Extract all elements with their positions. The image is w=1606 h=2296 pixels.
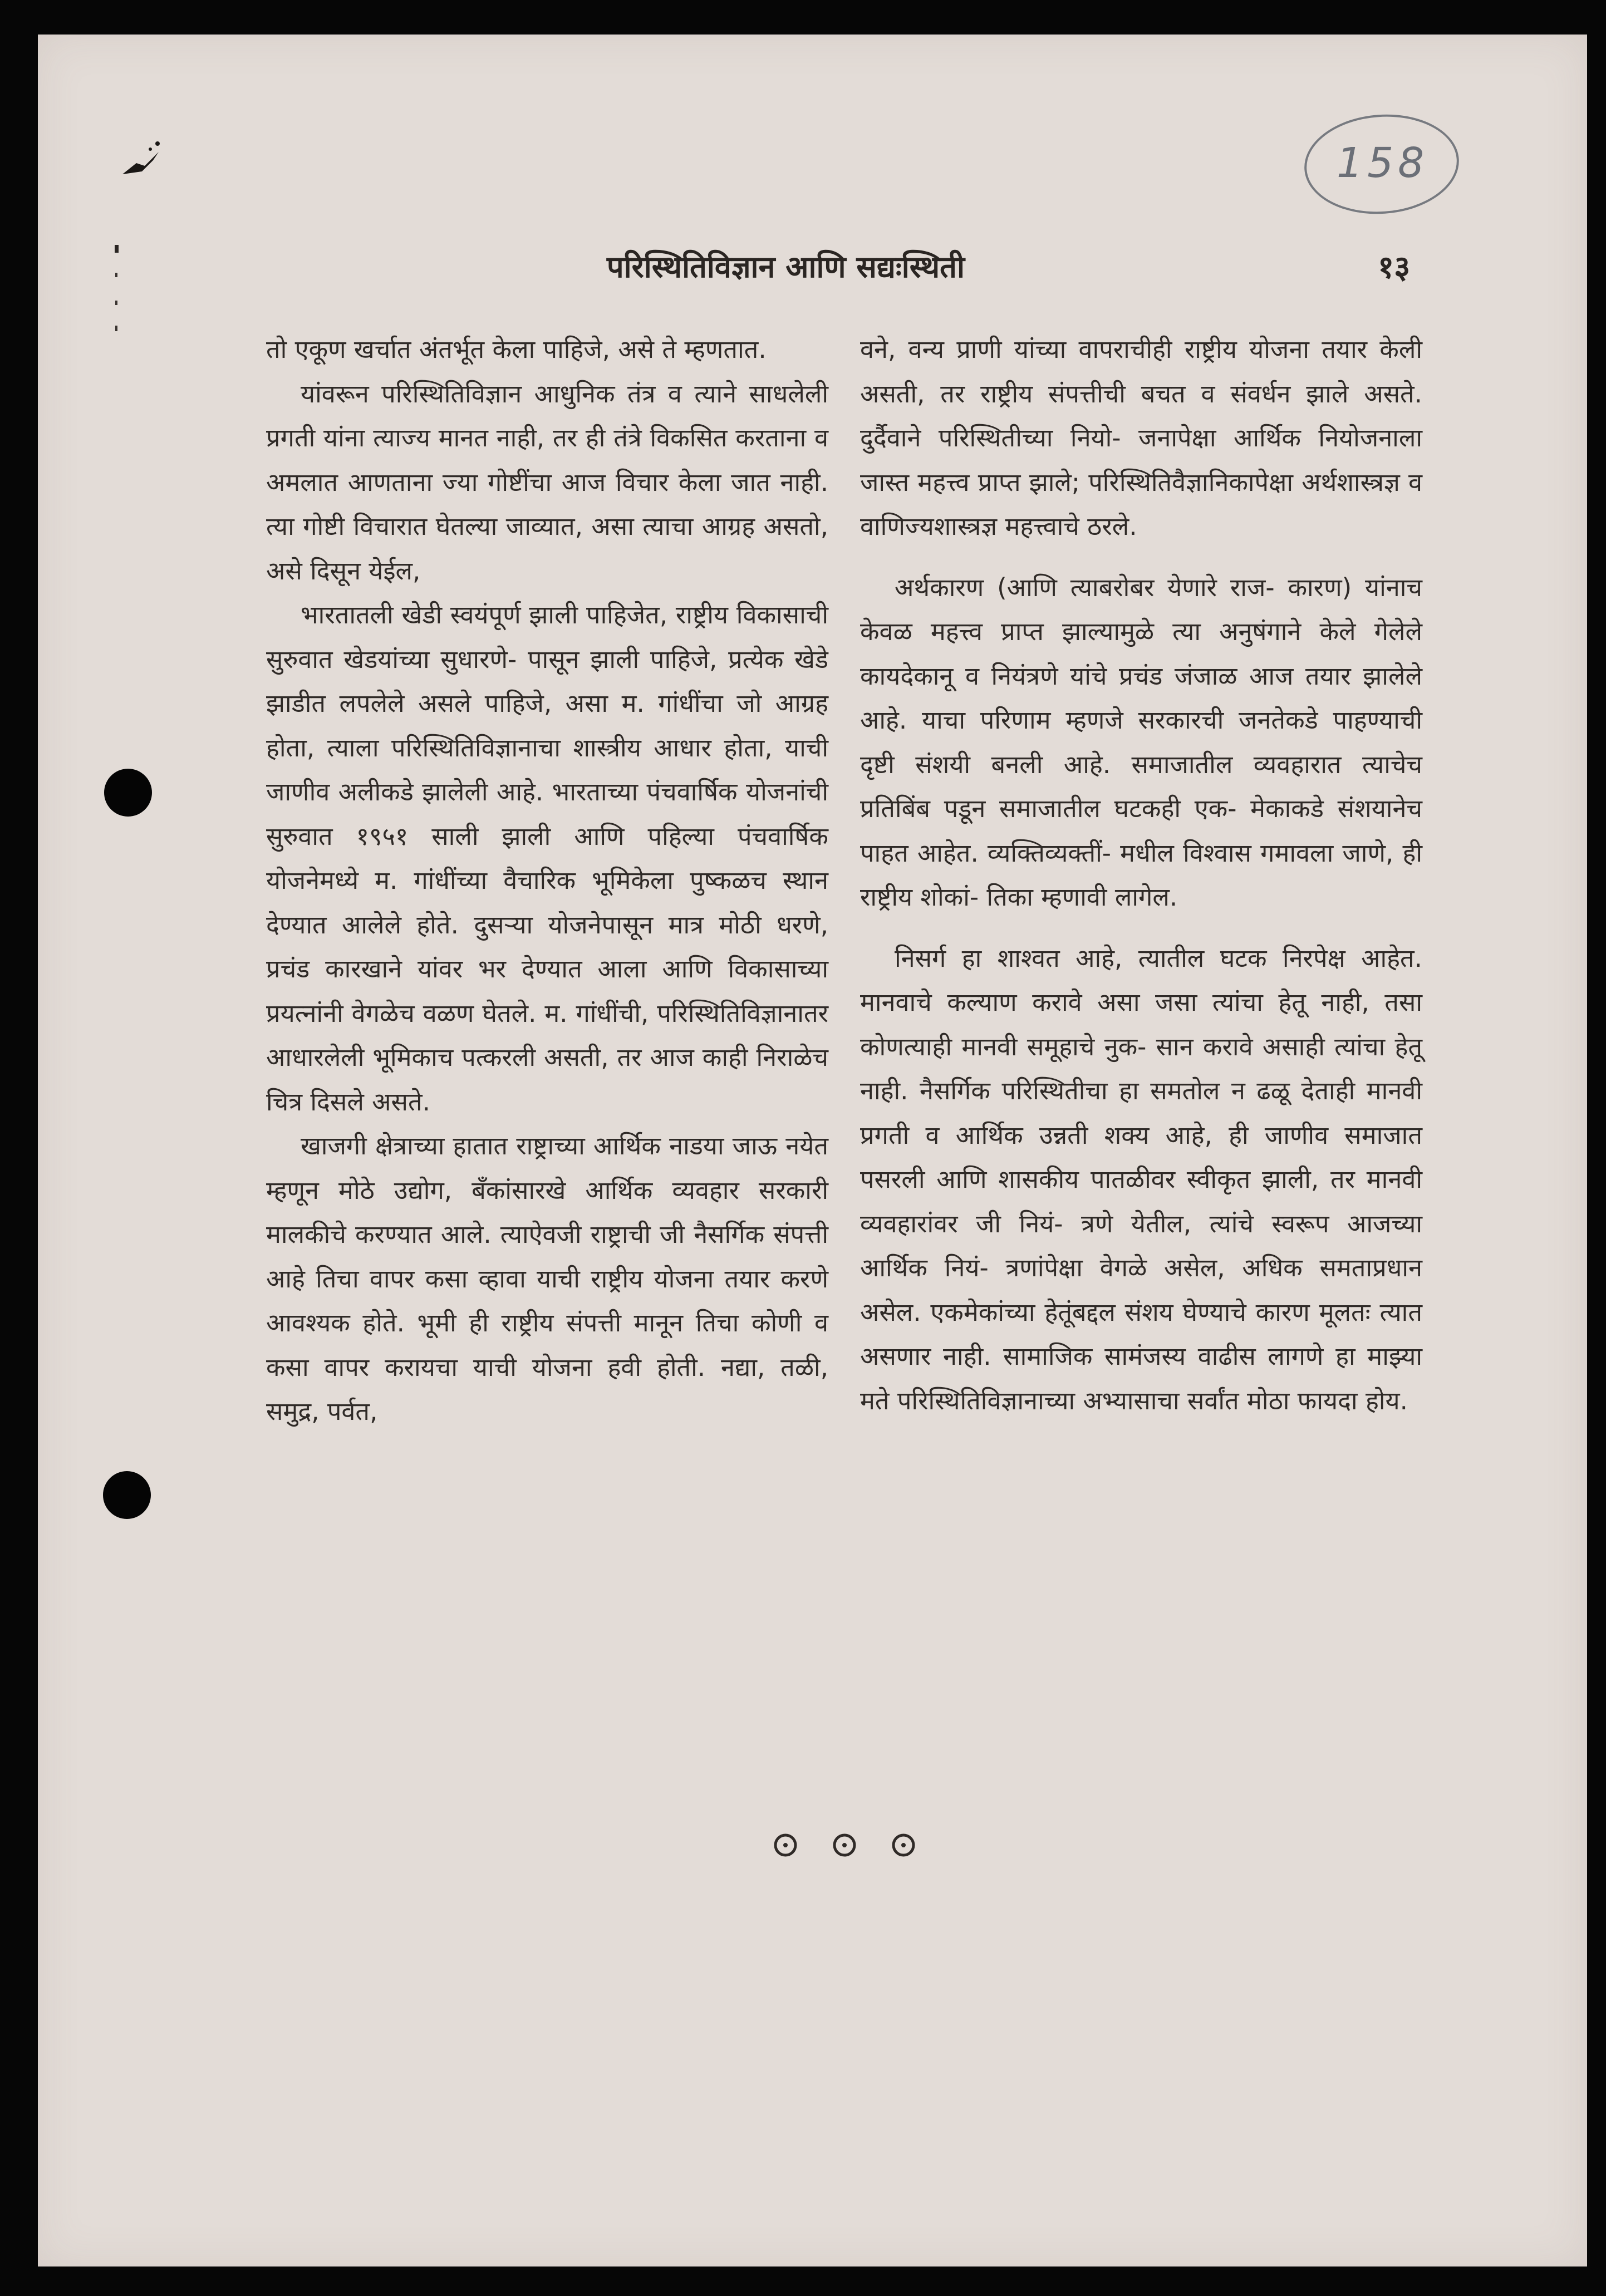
right-column <box>860 327 1422 1423</box>
archive-number-stamp <box>1304 115 1460 215</box>
paragraph: खाजगी क्षेत्राच्या हातात राष्ट्राच्या आर्थिक नाडया जाऊ नयेत म्हणून मोठे उद्योग, बँकांसारखे आर्थिक व्यवहार सरकारी मालकीचे करण्यात आले. त्याऐवजी राष्ट्राची जी नैसर्गिक संपत्ती आहे तिचा वापर कसा व्हावा याची राष्ट्रीय योजना तयार करणे आवश्यक होते. भूमी ही राष्ट्रीय संपत्ती मानून तिचा कोणी व कसा वापर करायचा याची योजना हवी होती. नद्या, तळी, समुद्र, पर्वत, <box>266 1131 828 1426</box>
paragraph: अर्थकारण (आणि त्याबरोबर येणारे राज- कारण) यांनाच केवळ महत्त्व प्राप्त झाल्यामुळे त्या अनुषंगाने केले गेलेले कायदेकानू व नियंत्रणे यांचे प्रचंड जंजाळ आज तयार झालेले आहे. याचा परिणाम म्हणजे सरकारची जनतेकडे पाहण्याची दृष्टी संशयी बनली आहे. समाजातील व्यवहारात त्याचेच प्रतिबिंब पडून समाजातील घटकही एक- मेकाकडे संशयानेच पाहत आहेत. व्यक्तिव्यक्तीं- मधील विश्वास गमावला जाणे, ही राष्ट्रीय शोकां- तिका म्हणावी लागेल. <box>860 572 1422 912</box>
paragraph: तो एकूण खर्चात अंतर्भूत केला पाहिजे, असे ते म्हणतात. <box>266 335 767 364</box>
left-column <box>266 327 828 1434</box>
paragraph: यांवरून परिस्थितिविज्ञान आधुनिक तंत्र व त्याने साधलेली प्रगती यांना त्याज्य मानत नाही, तर ही तंत्रे विकसित करताना व अमलात आणताना ज्या गोष्टींचा आज विचार केला जात नाही. त्या गोष्टी विचारात घेतल्या जाव्यात, असा त्याचा आग्रह असतो, असे दिसून येईल, <box>266 378 828 586</box>
punch-hole <box>103 1471 151 1519</box>
paragraph: निसर्ग हा शाश्वत आहे, त्यातील घटक निरपेक्ष आहेत. मानवाचे कल्याण करावे असा जसा त्यांचा हेतू नाही, तसा कोणत्याही मानवी समूहाचे नुक- सान करावे असाही त्यांचा हेतू नाही. नैसर्गिक परिस्थितीचा हा समतोल न ढळू देताही मानवी प्रगती व आर्थिक उन्नती शक्य आहे, ही जाणीव समाजात पसरली आणि शासकीय पातळीवर स्वीकृत झाली, तर मानवी व्यवहारांवर जी नियं- त्रणे येतील, त्यांचे स्वरूप आजच्या आर्थिक नियं- त्रणांपेक्षा वेगळे असेल, अधिक समताप्रधान असेल. एकमेकांच्या हेतूंबद्दल संशय घेण्याचे कारण मूलतः त्यात असणार नाही. सामाजिक सामंजस्य वाढीस लागणे हा माझ्या मते परिस्थितिविज्ञानाच्या अभ्यासाचा सर्वांत मोठा फायदा होय. <box>860 943 1422 1415</box>
running-head: परिस्थितिविज्ञान आणि सद्यःस्थिती <box>607 249 965 284</box>
paragraph: भारतातली खेडी स्वयंपूर्ण झाली पाहिजेत, राष्ट्रीय विकासाची सुरुवात खेडयांच्या सुधारणे- पासून झाली पाहिजे, प्रत्येक खेडे झाडीत लपलेले असले पाहिजे, असा म. गांधींचा जो आग्रह होता, त्याला परिस्थितिविज्ञानाचा शास्त्रीय आधार होता, याची जाणीव अलीकडे झालेली आहे. भारताच्या पंचवार्षिक योजनांची सुरुवात १९५१ साली झाली आणि पहिल्या पंचवार्षिक योजनेमध्ये म. गांधींच्या वैचारिक भूमिकेला पुष्कळच स्थान देण्यात आलेले होते. दुसऱ्या योजनेपासून मात्र मोठी धरणे, प्रचंड कारखाने यांवर भर देण्यात आला आणि विकासाच्या प्रयत्नांनी वेगळेच वळण घेतले. म. गांधींची, परिस्थितिविज्ञानातर आधारलेली भूमिकाच पत्करली असती, तर आज काही निराळेच चित्र दिसले असते. <box>266 600 828 1117</box>
punch-hole <box>104 769 152 817</box>
section-end-ornament <box>760 1828 927 1862</box>
margin-marks <box>111 245 122 340</box>
archive-number: 158 <box>1337 139 1429 187</box>
paragraph: वने, वन्य प्राणी यांच्या वापराचीही राष्ट्रीय योजना तयार केली असती, तर राष्ट्रीय संपत्तीची बचत व संवर्धन झाले असते. दुर्दैवाने परिस्थितीच्या नियो- जनापेक्षा आर्थिक नियोजनाला जास्त महत्त्व प्राप्त झाले; परिस्थितिवैज्ञानिकापेक्षा अर्थशास्त्रज्ञ व वाणिज्यशास्त्रज्ञ महत्त्वाचे ठरले. <box>860 335 1422 541</box>
page-number: १३ <box>1378 249 1411 286</box>
paper-damage-mark <box>120 132 164 177</box>
